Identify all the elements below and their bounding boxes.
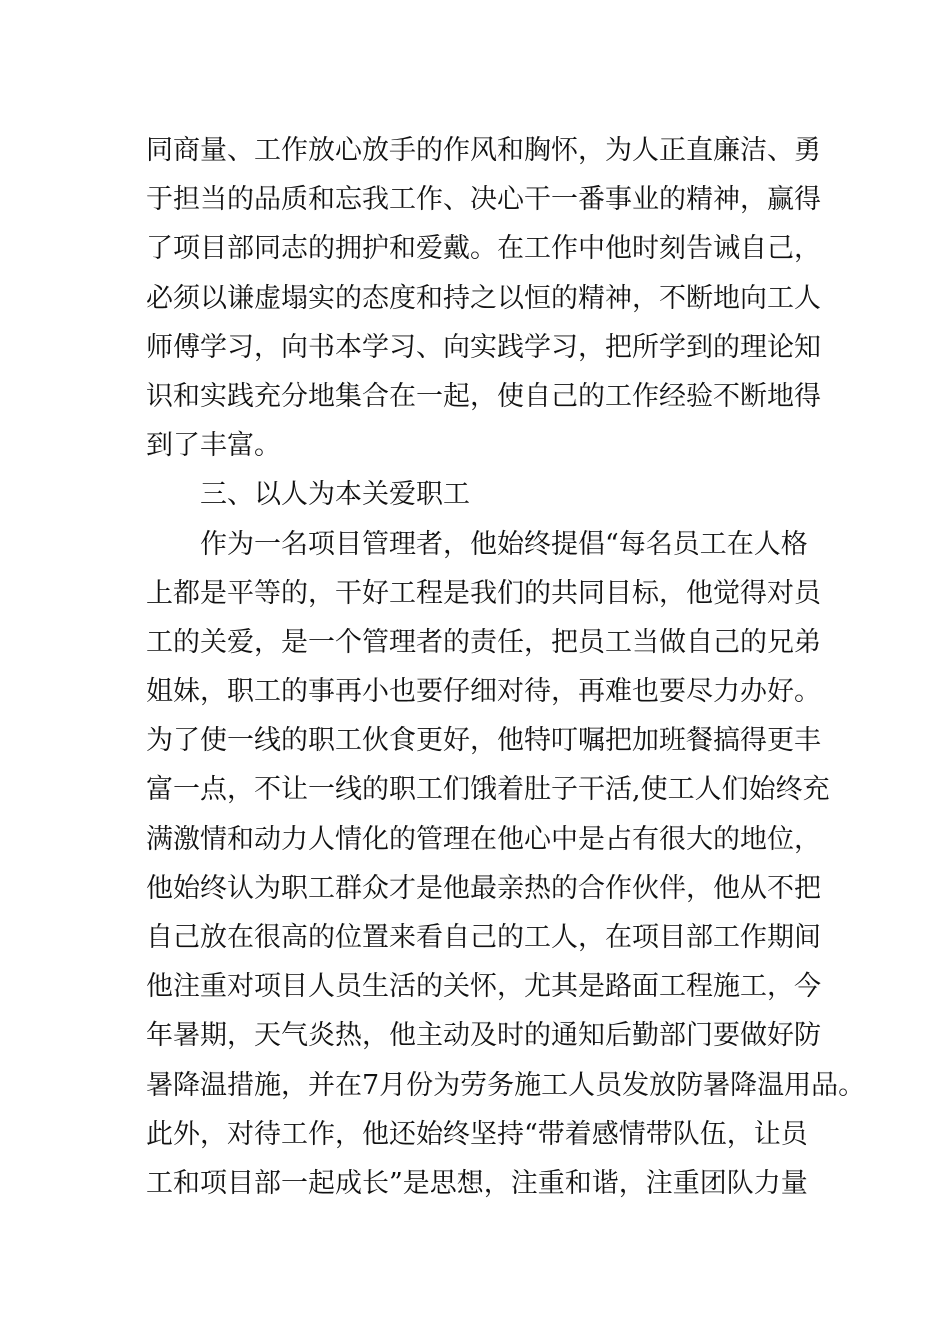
- body-text: [146, 126, 866, 1208]
- text-line: 他始终认为职工群众才是他最亲热的合作伙伴，他从不把: [146, 872, 821, 904]
- text-line: 自己放在很高的位置来看自己的工人，在项目部工作期间: [146, 922, 821, 953]
- text-line: 作为一名项目管理者，他始终提倡“每名员工在人格: [200, 528, 808, 560]
- text-line: 识和实践充分地集合在一起，使自己的工作经验不断地得: [146, 380, 821, 412]
- text-line: 满激情和动力人情化的管理在他心中是占有很大的地位，: [146, 823, 821, 855]
- text-line: 工的关爱，是一个管理者的责任，把员工当做自己的兄弟: [146, 626, 821, 658]
- text-line: 姐妹，职工的事再小也要仔细对待，再难也要尽力办好。: [146, 676, 821, 708]
- text-line: 他注重对项目人员生活的关怀，尤其是路面工程施工，今: [146, 971, 821, 1003]
- text-line: 富一点，不让一线的职工们饿着肚子干活,使工人们始终充: [146, 774, 830, 806]
- text-line: 暑降温措施，并在7月份为劳务施工人员发放防暑降温用品。: [146, 1069, 866, 1101]
- text-line: 同商量、工作放心放手的作风和胸怀，为人正直廉洁、勇: [146, 135, 821, 166]
- text-line: 为了使一线的职工伙食更好，他特叮嘱把加班餐搞得更丰: [146, 725, 821, 757]
- text-line: 了项目部同志的拥护和爱戴。在工作中他时刻告诫自己，: [146, 233, 821, 265]
- text-line: 师傅学习，向书本学习、向实践学习，把所学到的理论知: [146, 331, 821, 363]
- text-line: 到了丰富。: [146, 430, 281, 462]
- text-line: 必须以谦虚塌实的态度和持之以恒的精神，不断地向工人: [146, 282, 821, 314]
- text-line: 此外，对待工作，他还始终坚持“带着感情带队伍，让员: [146, 1118, 808, 1150]
- section-heading: 三、以人为本关爱职工: [200, 479, 470, 511]
- text-line: 上都是平等的，干好工程是我们的共同目标，他觉得对员: [146, 577, 821, 609]
- text-line: 年暑期，天气炎热，他主动及时的通知后勤部门要做好防: [146, 1020, 821, 1052]
- text-line: 工和项目部一起成长”是思想，注重和谐，注重团队力量: [146, 1167, 808, 1199]
- text-line: 于担当的品质和忘我工作、决心干一番事业的精神，赢得: [146, 184, 821, 216]
